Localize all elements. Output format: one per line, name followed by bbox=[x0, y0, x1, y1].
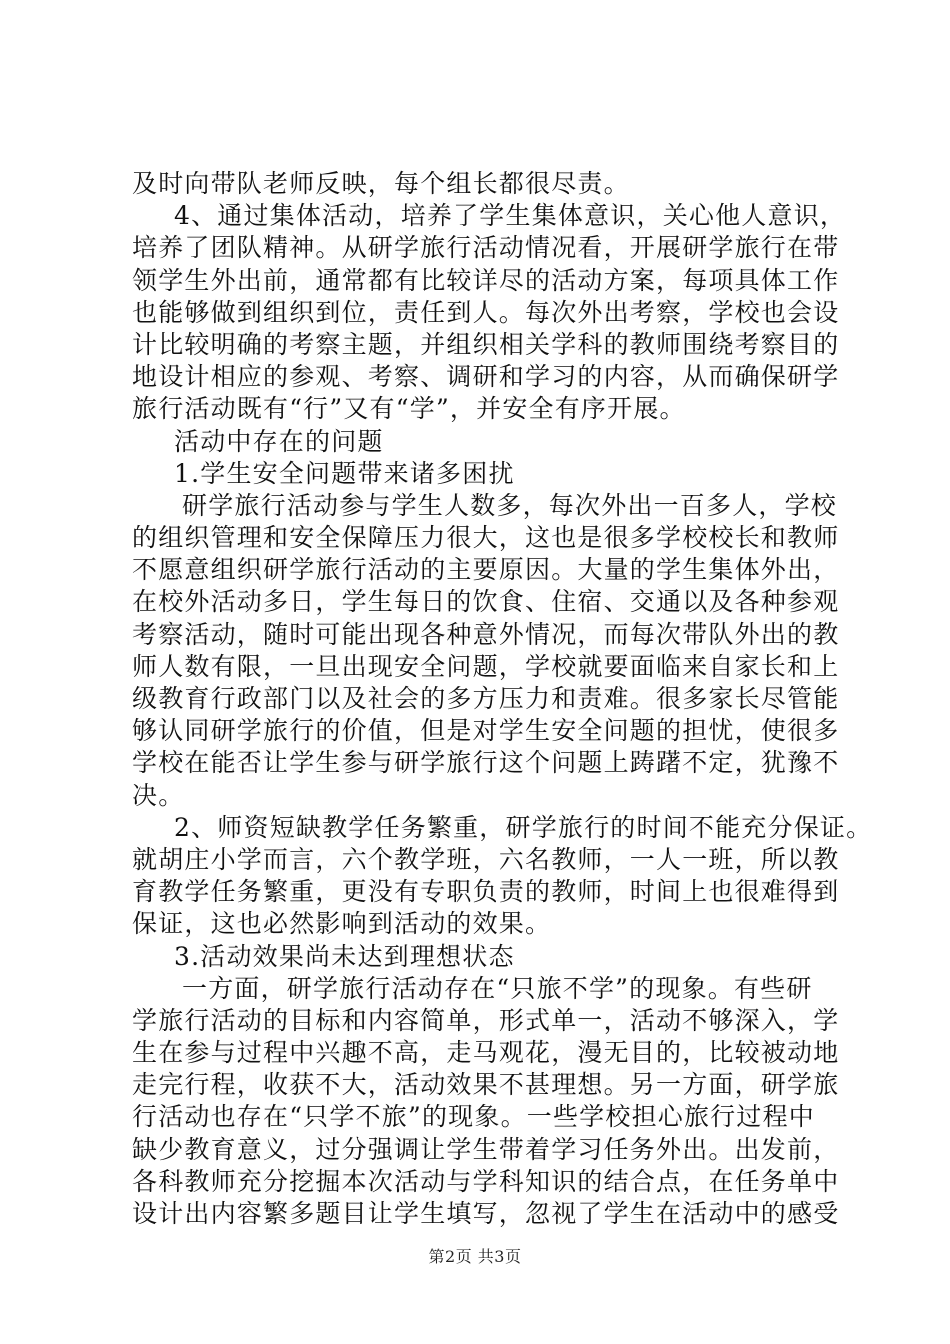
text-line: 设计出内容繁多题目让学生填写，忽视了学生在活动中的感受 bbox=[132, 1199, 840, 1228]
text-line: 4、通过集体活动，培养了学生集体意识，关心他人意识， bbox=[174, 201, 847, 231]
text-line: 的组织管理和安全保障压力很大，这也是很多学校校长和教师 bbox=[132, 523, 840, 553]
text-line: 一方面，研学旅行活动存在“只旅不学”的现象。有些研 bbox=[182, 973, 813, 1003]
text-line: 地设计相应的参观、考察、调研和学习的内容，从而确保研学 bbox=[132, 362, 840, 392]
text-line: 领学生外出前，通常都有比较详尽的活动方案，每项具体工作 bbox=[132, 265, 840, 295]
text-line: 培养了团队精神。从研学旅行活动情况看，开展研学旅行在带 bbox=[132, 233, 840, 263]
text-line: 保证，这也必然影响到活动的效果。 bbox=[132, 909, 552, 939]
text-line: 学旅行活动的目标和内容简单，形式单一，活动不够深入，学 bbox=[132, 1005, 840, 1035]
page-number-label: 第2页 共3页 bbox=[428, 1247, 522, 1266]
text-line: 行活动也存在“只学不旅”的现象。一些学校担心旅行过程中 bbox=[132, 1102, 815, 1132]
text-line: 旅行活动既有“行”又有“学”，并安全有序开展。 bbox=[132, 394, 686, 424]
subsection-heading: 1.学生安全问题带来诸多困扰 bbox=[174, 458, 515, 488]
page-footer bbox=[0, 1244, 950, 1267]
text-line: 育教学任务繁重，更没有专职负责的教师，时间上也很难得到 bbox=[132, 877, 840, 907]
text-line: 考察活动，随时可能出现各种意外情况，而每次带队外出的教 bbox=[132, 619, 840, 649]
text-line: 研学旅行活动参与学生人数多，每次外出一百多人，学校 bbox=[182, 490, 838, 520]
text-line: 在校外活动多日，学生每日的饮食、住宿、交通以及各种参观 bbox=[132, 587, 840, 617]
subsection-heading: 2、师资短缺教学任务繁重，研学旅行的时间不能充分保证。 bbox=[174, 812, 873, 842]
body-text bbox=[132, 168, 873, 1230]
text-line: 不愿意组织研学旅行活动的主要原因。大量的学生集体外出， bbox=[132, 555, 840, 585]
subsection-heading: 3.活动效果尚未达到理想状态 bbox=[174, 941, 515, 971]
text-line: 级教育行政部门以及社会的多方压力和责难。很多家长尽管能 bbox=[132, 684, 840, 713]
text-line: 及时向带队老师反映，每个组长都很尽责。 bbox=[132, 169, 630, 198]
text-line: 也能够做到组织到位，责任到人。每次外出考察，学校也会设 bbox=[132, 297, 840, 327]
text-line: 走完行程，收获不大，活动效果不甚理想。另一方面，研学旅 bbox=[132, 1070, 840, 1100]
text-line: 计比较明确的考察主题，并组织相关学科的教师围绕考察目的 bbox=[132, 329, 840, 359]
text-line: 缺少教育意义，过分强调让学生带着学习任务外出。出发前， bbox=[132, 1134, 840, 1164]
text-line: 就胡庄小学而言，六个教学班，六名教师，一人一班，所以教 bbox=[132, 844, 840, 874]
text-line: 各科教师充分挖掘本次活动与学科知识的结合点，在任务单中 bbox=[132, 1166, 840, 1196]
text-line: 生在参与过程中兴趣不高，走马观花，漫无目的，比较被动地 bbox=[132, 1038, 840, 1068]
text-line: 师人数有限，一旦出现安全问题，学校就要面临来自家长和上 bbox=[132, 651, 840, 681]
section-heading: 活动中存在的问题 bbox=[174, 426, 384, 456]
text-line: 学校在能否让学生参与研学旅行这个问题上踌躇不定，犹豫不 bbox=[132, 748, 840, 778]
text-line: 决。 bbox=[132, 780, 185, 810]
text-line: 够认同研学旅行的价值，但是对学生安全问题的担忧，使很多 bbox=[132, 716, 840, 746]
